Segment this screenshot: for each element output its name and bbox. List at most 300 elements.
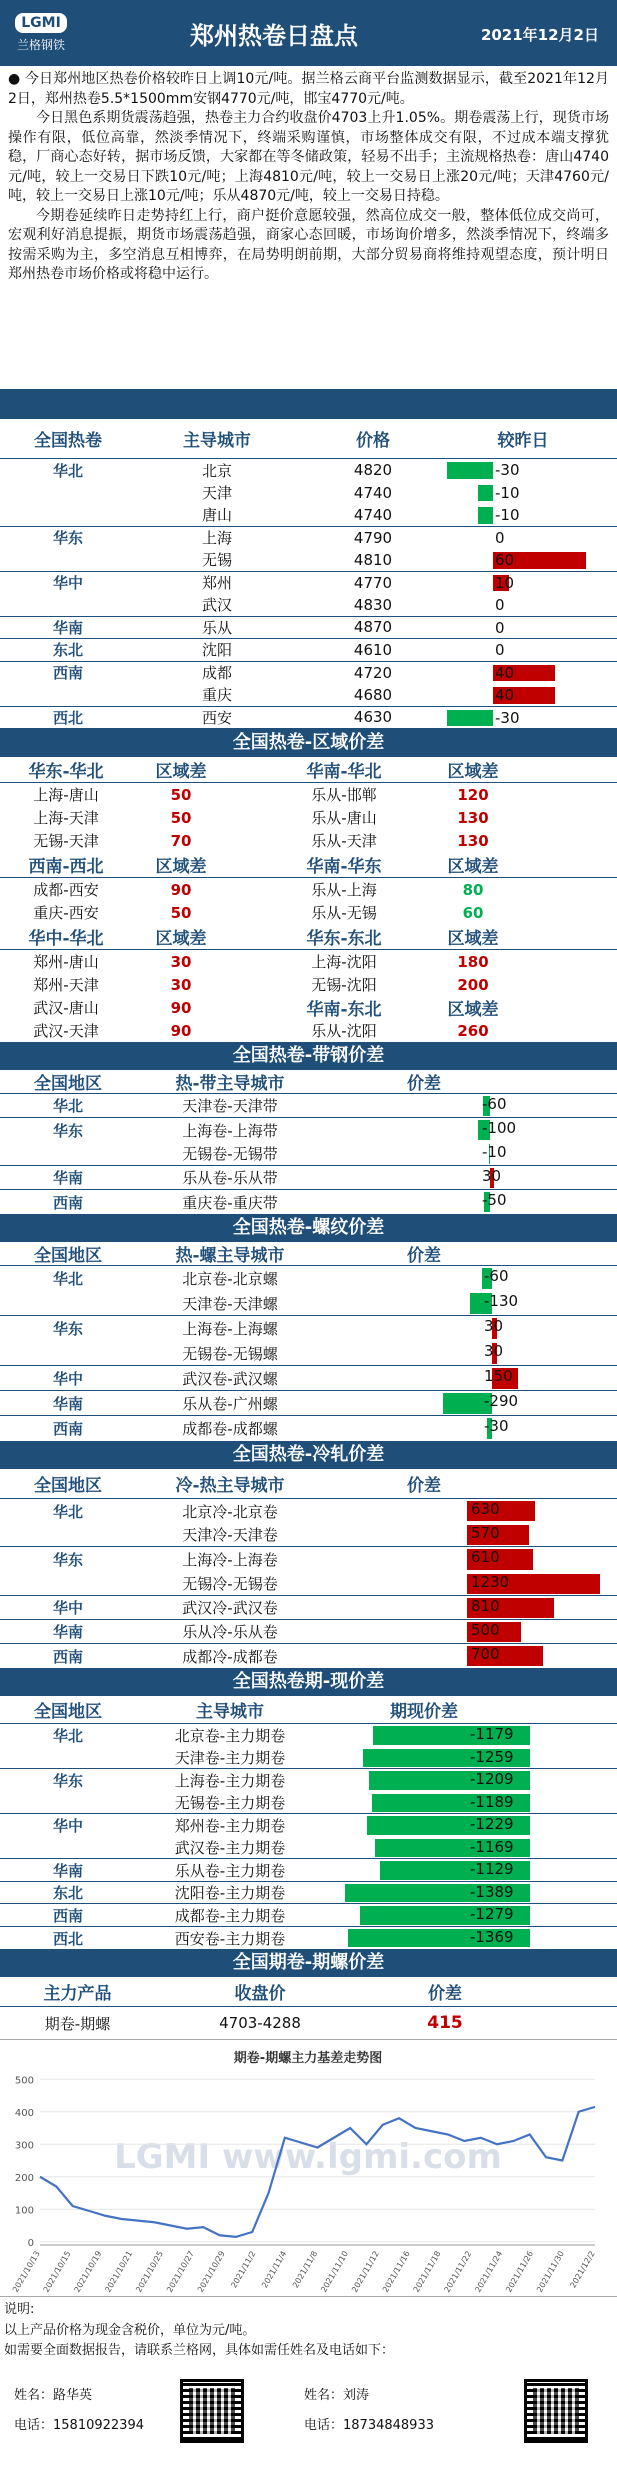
city-name: 北京 (201, 461, 232, 480)
region-diff: 50 (170, 903, 192, 922)
city-name: 武汉 (201, 596, 232, 615)
price-row (0, 617, 617, 640)
spread-row (0, 1747, 617, 1770)
region-diff: 90 (170, 880, 192, 899)
notes-line1: 以上产品价格为现金含税价，单位为元/吨。 (4, 2323, 256, 2339)
change-label: 0 (495, 596, 505, 614)
x-tick-label: 2021/12/2 (568, 2249, 597, 2290)
period-spread-header (0, 1977, 617, 2007)
price-row (0, 527, 617, 550)
price-row (0, 684, 617, 707)
spread-row (0, 1814, 617, 1837)
x-tick-label: 2021/11/30 (535, 2249, 566, 2295)
region-pair: 乐从-无锡 (311, 904, 377, 922)
region-label: 华东 (52, 529, 83, 548)
region-label: 华东 (52, 1772, 83, 1791)
spread-head-cell: 主导城市 (196, 1702, 264, 1723)
region-row (0, 783, 617, 806)
product-name: 期卷-期螺 (44, 2014, 111, 2033)
region-row (0, 1019, 617, 1042)
spread-head-cell: 价差 (407, 1246, 441, 1266)
change-label: -30 (495, 461, 520, 479)
strip-spread-title: 全国热卷-带钢价差 (0, 1042, 617, 1070)
region-row (0, 829, 617, 852)
price-row (0, 594, 617, 617)
city-name: 重庆 (201, 686, 232, 705)
spread-row (0, 1596, 617, 1620)
spread-value: -1209 (470, 1770, 514, 1789)
region-diff: 区域差 (447, 1000, 499, 1020)
spread-head-cell: 冷-热主导城市 (175, 1476, 285, 1496)
period-spread-table (0, 1977, 617, 2039)
commentary-p2: 今日黑色系期货震荡趋强，热卷主力合约收盘价4703上升1.05%。期卷震荡上行，现货市场操作有限，低位高靠，然淡季情况下，终端采购谨慎，市场整体成交有限，不过成本端支撑犹稳，厂商心态好转，据市场反馈，大家都在等冬储政策，轻易不出手；主流规格热卷：唐山4740元/吨，较上一交易日下跌10元/吨；上海4810元/吨，较上一交易日上涨20元/吨；天津4760元/吨，较上一交易日上涨10元/吨；乐从4870元/吨，较上一交易日持稳。 (8, 110, 609, 204)
region-row (0, 973, 617, 996)
col-change: 较昨日 (497, 431, 549, 451)
spread-value: 610 (471, 1548, 500, 1567)
region-pair: 郑州-天津 (33, 976, 99, 994)
spread-value: -1129 (470, 1860, 514, 1879)
region-head-cell: 华中-华北 (28, 929, 104, 949)
region-label: 西南 (52, 1906, 83, 1925)
spread-value: 630 (471, 1500, 500, 1518)
region-pair: 乐从-天津 (311, 832, 377, 850)
spread-row (0, 1291, 617, 1316)
change-bar (447, 710, 494, 727)
period-spread-row (0, 2007, 617, 2039)
x-tick-label: 2021/11/22 (442, 2249, 474, 2295)
region-block-header (0, 757, 617, 783)
city-pair: 无锡冷-无锡卷 (182, 1574, 278, 1593)
spread-value: -1189 (470, 1792, 514, 1811)
region-label: 华中 (52, 574, 83, 593)
contact1-tel: 15810922394 (53, 2418, 144, 2434)
close-price: 4703-4288 (219, 2014, 301, 2033)
region-label: 华南 (52, 618, 83, 637)
price-value: 4740 (353, 505, 393, 524)
change-label: 0 (495, 528, 505, 547)
spread-row (0, 1142, 617, 1166)
region-label: 华东 (52, 1121, 83, 1140)
city-name: 唐山 (201, 506, 232, 525)
spread-row (0, 1094, 617, 1118)
price-value: 4870 (353, 618, 393, 637)
region-label: 华南 (52, 1169, 83, 1187)
rebar-spread-title: 全国热卷-螺纹价差 (0, 1214, 617, 1242)
region-diff: 30 (170, 975, 192, 994)
spread-value: 30 (484, 1342, 504, 1360)
region-label: 西南 (52, 664, 83, 683)
spread-row (0, 1792, 617, 1815)
city-pair: 乐从卷-广州螺 (182, 1394, 278, 1413)
x-tick-label: 2021/10/13 (10, 2249, 42, 2295)
city-name: 上海 (201, 529, 232, 548)
section-divider (0, 389, 617, 419)
price-table-header (0, 419, 617, 459)
col-city: 主导城市 (183, 431, 251, 451)
price-row (0, 482, 617, 505)
region-pair: 重庆-西安 (33, 904, 99, 922)
contact2-tel: 18734848933 (343, 2418, 434, 2434)
spread-head-cell: 期现价差 (390, 1702, 458, 1723)
x-tick-label: 2021/11/10 (319, 2249, 351, 2295)
city-pair: 天津冷-天津卷 (182, 1526, 278, 1545)
city-name: 乐从 (201, 618, 232, 637)
price-value: 4720 (353, 663, 393, 682)
period-spread-value: 415 (427, 2013, 463, 2034)
spread-value: 30 (484, 1317, 504, 1335)
spread-value: -100 (482, 1119, 517, 1137)
col-price: 价格 (356, 431, 390, 451)
commentary-p1: ● 今日郑州地区热卷价格较昨日上调10元/吨。据兰格云商平台监测数据显示，截至2021年12月2日，郑州热卷5.5*1500mm安钢4770元/吨，邯宝4770元/吨。 (8, 71, 609, 107)
spread-value: -50 (482, 1191, 507, 1209)
cold-spread-title: 全国热卷-冷轧价差 (0, 1441, 617, 1469)
city-pair: 上海卷-上海带 (182, 1121, 278, 1140)
spread-head-cell: 价差 (407, 1476, 441, 1496)
city-pair: 西安卷-主力期卷 (174, 1929, 286, 1948)
change-label: 0 (495, 618, 505, 637)
contact1-name-label: 姓名： (14, 2388, 54, 2404)
price-value: 4610 (353, 640, 393, 659)
price-row (0, 549, 617, 572)
spread-value: -60 (482, 1095, 507, 1113)
y-tick-label: 300 (14, 2140, 34, 2152)
region-head-cell: 区域差 (447, 762, 499, 782)
spread-row (0, 1837, 617, 1860)
region-pair: 乐从-上海 (311, 881, 377, 899)
region-row (0, 901, 617, 924)
region-head-cell: 区域差 (155, 857, 207, 877)
x-tick-label: 2021/10/15 (41, 2249, 73, 2295)
region-pair: 武汉-天津 (33, 1022, 99, 1040)
region-diff: 90 (170, 998, 192, 1017)
contact2-name-label: 姓名： (304, 2388, 344, 2404)
region-diff: 130 (457, 808, 489, 827)
contact-2 (244, 2386, 434, 2436)
price-row (0, 662, 617, 685)
change-label: 10 (495, 573, 515, 592)
region-label: 东北 (52, 1884, 83, 1903)
region-head-cell: 区域差 (155, 762, 207, 782)
change-bar (478, 485, 494, 502)
region-label: 华东 (52, 1320, 83, 1338)
price-row (0, 504, 617, 527)
city-pair: 武汉卷-主力期卷 (174, 1839, 286, 1858)
spread-row (0, 1882, 617, 1905)
spread-value: 500 (471, 1620, 500, 1639)
region-head-cell: 华东-华北 (28, 762, 104, 782)
contact2-name: 刘涛 (343, 2388, 370, 2404)
spread-row (0, 1366, 617, 1391)
region-label: 西南 (52, 1420, 83, 1438)
spread-value: 700 (471, 1645, 500, 1664)
col-region: 全国热卷 (34, 431, 102, 451)
spread-value: 810 (471, 1596, 500, 1615)
report-date: 2021年12月2日 (480, 26, 599, 44)
spread-value: -30 (484, 1417, 509, 1435)
region-spread-title: 全国热卷-区域价差 (0, 729, 617, 757)
region-head-cell: 区域差 (447, 857, 499, 877)
lgmi-logo (6, 8, 76, 58)
region-diff: 60 (462, 903, 484, 922)
city-pair: 成都卷-成都螺 (182, 1420, 278, 1438)
region-pair: 华南-东北 (306, 1000, 382, 1020)
x-tick-label: 2021/11/4 (260, 2249, 289, 2290)
city-pair: 乐从冷-乐从卷 (182, 1623, 278, 1642)
basis-chart (0, 2039, 617, 2297)
region-diff: 70 (170, 831, 192, 850)
spread-value: -1259 (470, 1747, 514, 1766)
commentary-p3: 今期卷延续昨日走势持红上行，商户挺价意愿较强，然高位成交一般，整体低位成交尚可，宏观利好消息提振，期货市场震荡趋强，商家心态回暖，市场询价增多，然淡季情况下，终端多按需采购为主，多空消息互相博弈，在局势明朗前期，大部分贸易商将维持观望态度，预计明日郑州热卷市场价格或将稳中运行。 (8, 207, 609, 282)
price-value: 4820 (353, 461, 393, 480)
city-pair: 沈阳卷-主力期卷 (174, 1884, 286, 1903)
spread-row (0, 1341, 617, 1366)
region-label: 西北 (52, 708, 83, 727)
spread-table-header (0, 1242, 617, 1266)
region-pair: 成都-西安 (33, 881, 99, 899)
x-tick-label: 2021/10/29 (195, 2249, 227, 2295)
city-pair: 上海冷-上海卷 (182, 1550, 278, 1569)
price-value: 4790 (353, 528, 393, 547)
spread-head-cell: 全国地区 (34, 1702, 102, 1723)
price-value: 4680 (353, 685, 393, 704)
city-pair: 上海卷-上海螺 (182, 1320, 278, 1338)
price-row (0, 639, 617, 662)
price-rows (0, 459, 617, 729)
region-head-cell: 区域差 (155, 929, 207, 949)
x-tick-label: 2021/11/24 (473, 2249, 505, 2295)
spread-value: -1229 (470, 1815, 514, 1834)
price-row (0, 459, 617, 482)
region-row (0, 878, 617, 901)
logo-mark: LGMI (15, 13, 67, 33)
region-label: 华北 (52, 1270, 83, 1288)
x-tick-label: 2021/11/18 (411, 2249, 443, 2295)
chart-title: 期卷-期螺主力基差走势图 (233, 2051, 383, 2067)
chart-watermark: LGMI www.lgmi.com (114, 2137, 502, 2178)
city-pair: 无锡卷-主力期卷 (174, 1794, 286, 1813)
city-pair: 北京冷-北京卷 (182, 1502, 278, 1521)
spread-row (0, 1859, 617, 1882)
city-name: 沈阳 (201, 641, 232, 660)
spread-table-header (0, 1696, 617, 1724)
x-tick-label: 2021/11/16 (380, 2249, 412, 2295)
spread-row (0, 1190, 617, 1214)
city-name: 郑州 (201, 574, 232, 593)
y-tick-label: 400 (14, 2108, 34, 2120)
x-tick-label: 2021/11/12 (350, 2249, 381, 2295)
region-label: 西南 (52, 1193, 83, 1212)
spread-table-header (0, 1070, 617, 1094)
change-label: -10 (495, 483, 520, 502)
spread-row (0, 1266, 617, 1291)
col-spread: 价差 (428, 1984, 462, 2005)
change-label: -30 (495, 708, 520, 727)
city-pair: 成都卷-主力期卷 (174, 1906, 286, 1925)
change-label: 0 (495, 641, 505, 659)
region-label: 华东 (52, 1550, 83, 1569)
spread-row (0, 1620, 617, 1644)
city-name: 无锡 (201, 551, 232, 570)
region-label: 华中 (52, 1817, 83, 1836)
col-product: 主力产品 (43, 1984, 112, 2005)
city-pair: 无锡卷-无锡带 (182, 1145, 278, 1163)
spread-value: -1169 (470, 1837, 514, 1856)
region-pair: 乐从-唐山 (311, 809, 377, 827)
spread-row (0, 1166, 617, 1190)
cold-spread-table (0, 1469, 617, 1668)
change-bar (478, 507, 494, 524)
region-diff: 30 (170, 952, 192, 971)
region-diff: 50 (170, 808, 192, 827)
spread-value: -10 (482, 1143, 507, 1161)
spread-head-cell: 全国地区 (34, 1476, 102, 1496)
spread-head-cell: 全国地区 (34, 1246, 102, 1266)
city-pair: 天津卷-天津带 (182, 1097, 278, 1115)
spread-head-cell: 价差 (407, 1074, 441, 1094)
region-diff: 90 (170, 1021, 192, 1040)
contact2-tel-label: 电话： (304, 2418, 344, 2434)
city-pair: 天津卷-主力期卷 (174, 1749, 286, 1768)
spread-value: -60 (484, 1267, 509, 1285)
notes-label: 说明: (4, 2302, 35, 2318)
spread-row (0, 1547, 617, 1571)
price-value: 4770 (353, 573, 393, 592)
spread-value: -290 (484, 1392, 519, 1410)
region-block-header (0, 852, 617, 878)
futures-spread-table (0, 1696, 617, 1949)
contact1-tel-label: 电话： (14, 2418, 54, 2434)
spread-table-header (0, 1469, 617, 1499)
region-pair: 上海-唐山 (33, 786, 99, 804)
region-label: 华北 (52, 1502, 83, 1521)
futures-spread-title: 全国热卷期-现价差 (0, 1668, 617, 1696)
spread-value: -1389 (470, 1882, 514, 1901)
region-label: 华南 (52, 1861, 83, 1880)
region-pair: 武汉-唐山 (33, 999, 99, 1017)
price-value: 4810 (353, 550, 393, 569)
notes-line2: 如需要全面数据报告，请联系兰格网，具体如需任姓名及电话如下： (4, 2343, 395, 2359)
change-label: 40 (495, 686, 515, 704)
spread-row (0, 1769, 617, 1792)
spread-value: -1279 (470, 1905, 514, 1924)
region-label: 华北 (52, 1097, 83, 1115)
contact-1 (4, 2386, 174, 2436)
x-tick-label: 2021/11/2 (229, 2249, 258, 2290)
price-table (0, 419, 617, 729)
spread-value: 150 (484, 1367, 513, 1385)
spread-value: 1230 (471, 1572, 510, 1591)
region-label: 华中 (52, 1598, 83, 1617)
region-label: 西南 (52, 1647, 83, 1666)
city-pair: 天津卷-天津螺 (182, 1294, 278, 1313)
contact1-qr-code (180, 2379, 244, 2443)
region-label: 华南 (52, 1394, 83, 1413)
rebar-spread-table (0, 1242, 617, 1441)
region-diff: 130 (457, 831, 489, 850)
basis-chart-svg (0, 2040, 617, 2298)
spread-row (0, 1572, 617, 1596)
region-head-cell: 华南-华北 (306, 762, 382, 782)
market-commentary (0, 66, 617, 389)
region-label: 华北 (52, 1727, 83, 1746)
city-pair: 武汉冷-武汉卷 (182, 1598, 278, 1617)
price-value: 4740 (353, 483, 393, 502)
spread-head-cell: 全国地区 (34, 1074, 102, 1094)
region-row (0, 806, 617, 829)
change-label: -10 (495, 506, 520, 524)
report-footer (0, 2297, 617, 2451)
report-header (0, 0, 617, 66)
page-title: 郑州热卷日盘点 (190, 22, 358, 50)
spread-row (0, 1724, 617, 1747)
spread-value: -1369 (470, 1927, 514, 1946)
change-label: 40 (495, 663, 515, 682)
spread-value: 570 (471, 1524, 500, 1543)
region-head-cell: 区域差 (447, 929, 499, 949)
region-pair: 无锡-天津 (33, 832, 99, 850)
region-pair: 上海-天津 (33, 809, 99, 827)
spread-row (0, 1118, 617, 1142)
y-tick-label: 500 (14, 2075, 34, 2087)
y-tick-label: 100 (14, 2205, 34, 2217)
price-value: 4630 (353, 708, 393, 727)
x-tick-label: 2021/11/8 (290, 2249, 320, 2290)
x-tick-label: 2021/10/27 (165, 2249, 196, 2295)
region-row (0, 996, 617, 1019)
contact2-qr-code (524, 2379, 588, 2443)
city-pair: 北京卷-主力期卷 (174, 1727, 286, 1746)
spread-value: -130 (484, 1292, 519, 1310)
price-row (0, 707, 617, 730)
region-pair: 郑州-唐山 (33, 953, 99, 971)
spread-value: -1179 (470, 1725, 514, 1744)
price-value: 4830 (353, 595, 393, 614)
region-label: 华南 (52, 1623, 83, 1642)
period-spread-title: 全国期卷-期螺价差 (0, 1949, 617, 1977)
contacts (4, 2371, 617, 2451)
x-tick-label: 2021/10/21 (103, 2249, 135, 2295)
region-block-header (0, 924, 617, 950)
city-name: 天津 (201, 484, 232, 503)
change-bar (447, 462, 494, 479)
col-close: 收盘价 (234, 1984, 286, 2005)
city-pair: 郑州卷-主力期卷 (174, 1817, 286, 1836)
logo-text: 兰格钢铁 (16, 38, 65, 52)
region-pair: 上海-沈阳 (311, 953, 377, 971)
region-diff: 80 (462, 880, 484, 899)
region-label: 东北 (52, 641, 83, 660)
region-pair: 乐从-沈阳 (311, 1022, 377, 1040)
region-head-cell: 华南-华东 (306, 857, 382, 877)
city-name: 西安 (201, 708, 232, 727)
city-pair: 上海卷-主力期卷 (174, 1772, 286, 1791)
x-tick-label: 2021/11/26 (504, 2249, 536, 2295)
city-pair: 乐从卷-乐从带 (182, 1169, 278, 1187)
x-tick-label: 2021/10/25 (134, 2249, 166, 2295)
city-pair: 北京卷-北京螺 (182, 1270, 278, 1288)
city-pair: 乐从卷-主力期卷 (174, 1861, 286, 1880)
price-row (0, 572, 617, 595)
spread-head-cell: 热-带主导城市 (175, 1074, 285, 1094)
y-tick-label: 200 (14, 2173, 34, 2185)
y-tick-label: 0 (27, 2238, 34, 2250)
region-label: 西北 (52, 1929, 83, 1948)
city-name: 成都 (201, 664, 232, 683)
contact1-name: 路华英 (53, 2388, 93, 2404)
region-diff: 260 (457, 1021, 489, 1040)
city-pair: 无锡卷-无锡螺 (182, 1344, 278, 1363)
region-head-cell: 华东-东北 (306, 929, 382, 949)
